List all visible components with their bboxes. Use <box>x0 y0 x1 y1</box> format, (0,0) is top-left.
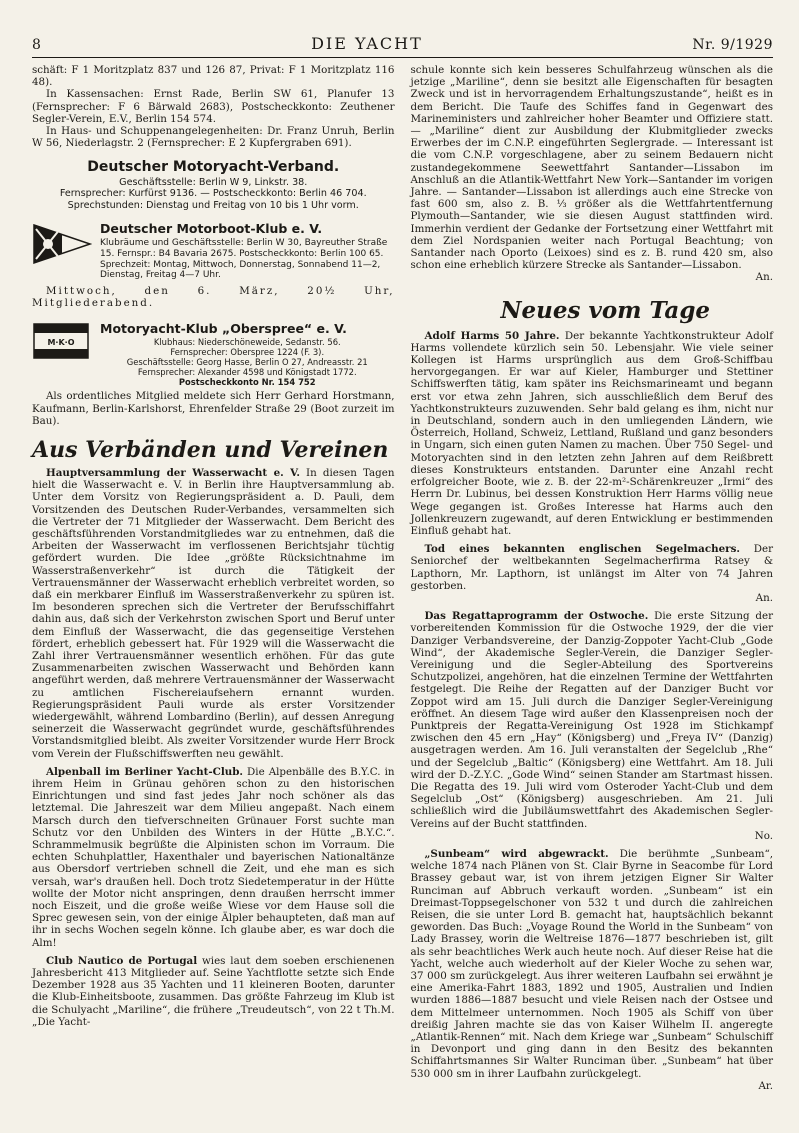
dmk-note: Mittwoch, den 6. März, 20½ Uhr, Mitgliederabend. <box>32 284 395 309</box>
club-nautico-continued: schule konnte sich kein besseres Schulfahrzeug wünschen als die jetzige „Mariline“, denn sie besitzt alle Eigenschaften für besagten Zweck und ist in hervorragendem Erhaltungszustande“, heißt es in dem Bericht. Die Taufe des Schiffes fand in Gegenwart des Marineministers und zahlreicher hoher Beamter und Offiziere statt. — „Mariline“ dient zur Ausbildung der Klubmitglieder zwecks Erwerbes der im C.N.P. eingeführten Seglergrade. — Interessant ist die vom C.N.P. vorgeschlagene, aber zu seinem Bedauern nicht zustandegekommene Seewettfahrt Santander—Lissabon im Anschluß an die Atlantik-Wettfahrt New York—Santander im vorigen Jahre. — Santander—Lissabon ist allerdings auch eine Strecke von fast 600 sm, also z. B. ⅓ größer als die Wettfahrtentfernung Plymouth—Santander, wie sie diesen August stattfinden wird. Immerhin verdient der Gedanke der Fortsetzung einer Wettfahrt mit dem Ziel Nordspanien weiter nach Portugal Beachtung; von Santander nach Oporto (Leixoes) sind es z. B. rund 420 sm, also schon eine erheblich kürzere Strecke als Santander—Lissabon. <box>410 64 773 272</box>
news-lead: Tod eines bekannten englischen Segelmachers. <box>424 543 740 556</box>
left-column <box>32 64 395 1092</box>
news-lead: Adolf Harms 50 Jahre. <box>424 329 560 342</box>
signature: An. <box>755 591 773 604</box>
dmk-heading: Deutscher Motorboot-Klub e. V. <box>100 221 323 237</box>
article-body: Die Alpenbälle des B.Y.C. in ihrem Heim in Grünau gehören schon zu den historischen Einrichtungen und sind fast jedes Jahr noch schöner als das letztemal. Die Jahreszeit war dem Milieu angepaßt. Nach einem Marsch durch den tiefverschneiten Grünauer Forst suchte man Schutz vor den Unbilden des Winters in der Hütte „B.Y.C.“. Schrammelmusik begrüßte die Alpinisten schon im Vorraum. Die echten Schuhplattler, Haxenthaler und bayerischen Nationaltänze aus Obersdorf vertrieben schnell die Zeit, und ehe man es sich versah, war's draußen hell. Doch trotz Siedetemperatur in der Hütte wollte der Motor nicht anspringen, denn draußen herrscht immer noch Eiszeit, und die große weiße Wiese vor dem Hause soll die Sprec gewesen sein, von der einige Älpler behaupteten, daß man auf ihr in sechs Wochen segeln könne. Ich glaube aber, es war doch die Alm! <box>32 765 395 949</box>
mko-line-5: Postscheckkonto Nr. 154 752 <box>178 376 316 387</box>
article-body: wies laut dem soeben erschienenen Jahresbericht 413 Mitglieder auf. Seine Yachtflotte setzte sich Ende Dezember 1928 aus 35 Yachten und 11 kleineren Booten, darunter die Klub-Einheitsboote, zusammen. Das größte Fahrzeug im Klub ist die Schulyacht „Mariline“, die frühere „Treudeutsch“, von 22 t Th.M. „Die Yacht- <box>32 954 395 1028</box>
dmv-line-1: Geschäftsstelle: Berlin W 9, Linkstr. 38. <box>119 176 308 188</box>
article-lead: Club Nautico de Portugal <box>46 954 198 967</box>
section-title-neues: Neues vom Tage <box>500 296 711 324</box>
news-lapthorn <box>411 543 774 592</box>
signature: No. <box>754 829 773 842</box>
intro-paragraph-1: schäft: F 1 Moritzplatz 837 und 126 87, Privat: F 1 Moritzplatz 116 48). <box>32 64 395 89</box>
article-lead: Hauptversammlung der Wasserwacht e. V. <box>46 466 300 479</box>
signature: Ar. <box>758 1079 773 1092</box>
article-lead: Alpenball im Berliner Yacht-Club. <box>46 765 244 778</box>
dmv-line-3: Sprechstunden: Dienstag und Freitag von 10 bis 1 Uhr vorm. <box>67 199 359 211</box>
mko-block <box>32 321 395 387</box>
mko-note: Als ordentliches Mitglied meldete sich Herr Gerhard Horstmann, Kaufmann, Berlin-Karlshorst, Ehrenfelder Straße 29 (Boot zurzeit im Bau). <box>32 390 395 427</box>
article-alpenball <box>32 766 395 949</box>
mko-flag-icon <box>32 321 92 361</box>
news-lead: „Sunbeam“ wird abgewrackt. <box>424 847 609 860</box>
signature: An. <box>755 271 773 284</box>
mko-flag-text: M·K·O <box>47 338 75 348</box>
dmk-details: Klubräume und Geschäftsstelle: Berlin W 30, Bayreuther Straße 15. Fernspr.: B4 Bavaria 2675. Postscheckkonto: Berlin 100 65. Sprechzeit: Montag, Mittwoch, Donnerstag, Sonnabend 11—2, Dienstag, Freitag 4—7 Uhr. <box>100 238 388 281</box>
news-ostwoche <box>411 610 774 830</box>
news-body: Die erste Sitzung der vorbereitenden Kommission für die Ostwoche 1929, der die vier Danziger Verbandsvereine, der Danzig-Zoppoter Yacht-Club „Gode Wind“, der Akademische Segler-Verein, die Danziger Segler-Vereinigung und die Segler-Abteilung des Sportvereins Schutzpolizei, angehören, hat die einzelnen Termine der Wettfahrten festgelegt. Die Reihe der Regatten auf der Danziger Bucht vor Zoppot wird am 15. Juli durch die Danziger Segler-Vereinigung eröffnet. An diesem Tage wird außer den Klassenpreisen noch der Punktpreis der Regatta-Vereinigung Ost 1928 im Stichkampf zwischen den 45 ern „Hay“ (Königsberg) und „Freya IV“ (Danzig) ausgetragen werden. Am 16. Juli veranstalten der Segelclub „Rhe“ und der Segelclub „Baltic“ (Königsberg) eine Wettfahrt. Am 18. Juli wird der D.-Z.Y.C. „Gode Wind“ seinen Stander am Startmast hissen. Die Regatta des 19. Juli wird vom Osteroder Yacht-Club und dem Segelclub „Ost“ (Königsberg) ausgeschrieben. Am 21. Juli schließlich wird die Jubiläumswettfahrt des Akademischen Segler-Vereins auf der Bucht stattfinden. <box>410 610 773 830</box>
news-lead: Das Regattaprogramm der Ostwoche. <box>424 610 649 623</box>
page-number: 8 <box>32 37 42 53</box>
columns <box>32 64 773 1092</box>
section-title-verbaende: Aus Verbänden und Vereinen <box>32 436 389 463</box>
intro-paragraph-3: In Haus- und Schuppenangelegenheiten: Dr. Franz Unruh, Berlin W 56, Niederlagstr. 2 (Fernsprecher: E 2 Kupfergraben 691). <box>32 125 395 150</box>
intro-paragraph-2: In Kassensachen: Ernst Rade, Berlin SW 61, Planufer 13 (Fernsprecher: F 6 Bärwald 2683), Postscheckkonto: Zeuthener Segler-Verein, E.V., Berlin 154 574. <box>32 88 395 125</box>
dmk-burgee-icon <box>32 221 92 267</box>
news-body: Der Seniorchef der weltbekannten Segelmacherfirma Ratsey & Lapthorn, Mr. Lapthorn, ist unlängst im Alter von 74 Jahren gestorben. <box>410 543 773 592</box>
right-column <box>411 64 774 1092</box>
issue-number: Nr. 9/1929 <box>692 37 773 53</box>
page-header <box>32 34 773 58</box>
article-wasserwacht <box>32 467 395 760</box>
magazine-title: DIE YACHT <box>311 34 423 53</box>
article-club-nautico <box>32 955 395 1028</box>
news-sunbeam <box>411 848 774 1080</box>
mko-heading: Motoryacht-Klub „Oberspree“ e. V. <box>100 321 347 337</box>
news-harms <box>411 330 774 537</box>
news-body: Der bekannte Yachtkonstrukteur Adolf Harms vollendete kürzlich sein 50. Lebensjahr. Wie viele seiner Kollegen ist Harms ursprünglich aus dem Groß-Schiffbau hervorgegangen. Er war auf Kieler, Hamburger und Stettiner Schiffswerften tätig, kam später ins Reichsmarineamt und begann erst vor etwa zehn Jahren, sich ausschließlich dem Beruf des Yachtkonstrukteurs zuzuwenden. Sehr bald gelang es ihm, nicht nur in Deutschland, sondern auch in den umliegenden Ländern, wie Österreich, Holland, Schweiz, Lettland, Rußland und ganz besonders in Ungarn, sich einen guten Namen zu machen. Über 750 Segel- und Motoryachten sind in den letzten zehn Jahren auf dem Reißbrett dieses Konstrukteurs entstanden. Darunter eine Anzahl recht erfolgreicher Boote, wie z. B. der 22-m²-Schärenkreuzer „Irmi“ des Herrn Dr. Lubinus, bei dessen Konstruktion Herr Harms völlig neue Wege gegangen ist. Großes Interesse hat Harms auch den Jollenkreuzern zugewandt, auf deren Entwicklung er bestimmenden Einfluß gehabt hat. <box>410 329 773 537</box>
mko-line-2: Fernsprecher: Oberspree 1224 (F. 3). <box>170 347 325 358</box>
news-body: Die berühmte „Sunbeam“, welche 1874 nach Plänen von St. Clair Byrne in Seacombe für Lord Brassey gebaut war, ist von ihrem jetzigen Eigner Sir Walter Runciman auf Abbruch verkauft worden. „Sunbeam“ ist ein Dreimast-Toppsegelschoner von 532 t und durch die zahlreichen Reisen, die sie unter Lord B. gemacht hat, hauptsächlich bekannt geworden. Das Buch: „Voyage Round the World in the Sunbeam“ von Lady Brassey, worin die Weltreise 1876—1877 beschrieben ist, gilt als sehr beachtliches Werk auch heute noch. Auf dieser Reise hat die Yacht, welche auch wiederholt auf der Kieler Woche zu sehen war, 37 000 sm zurückgelegt. Aus ihrer weiteren Laufbahn sei erwähnt je eine Amerika-Fahrt 1883, 1892 und 1905, Australien und Indien wurden 1886—1887 besucht und viele Reisen nach der Ostsee und dem Mittelmeer unternommen. Noch 1905 als Schiff von über dreißig Jahren machte sie das von Kaiser Wilhelm II. angeregte „Atlantik-Rennen“ mit. Nach dem Kriege war „Sunbeam“ Schulschiff in Devonport und ging dann in den Besitz des bekannten Schiffahrtsmannes Sir Walter Runciman über. „Sunbeam“ hat über 530 000 sm in ihrer Laufbahn zurückgelegt. <box>410 847 773 1080</box>
article-body: In diesen Tagen hielt die Wasserwacht e. V. in Berlin ihre Hauptversammlung ab. Unter dem Vorsitz von Regierungspräsident a. D. Pauli, dem Vorsitzenden des Deutschen Ruder-Verbandes, versammelten sich die Vertreter der 71 Mitglieder der Wasserwacht. Dem Bericht des geschäftsführenden Vorstandmitgliedes war zu entnehmen, daß die Arbeiten der Wasserwacht im verflossenen Berichtsjahr tüchtig gefördert wurden. Die Idee „größte Rücksichtnahme im Wasserstraßenverkehr“ ist durch die Tätigkeit der Vertrauensmänner der Wasserwacht erheblich verbreitet worden, so daß ein merkbarer Einfluß im Wasserstraßenverkehr zu spüren ist. Im besonderen sprechen sich die Vertreter der Berufsschiffahrt dahin aus, daß sich der Verkehrston zwischen Sport und Beruf unter dem Einfluß der Wasserwacht, die das gegenseitige Verstehen fördert, erheblich gebessert hat. Für 1929 will die Wasserwacht die Zahl ihrer Vertrauensmänner wesentlich erhöhen. Für das gute Zusammenarbeiten zwischen Wasserwacht und Behörden kann angeführt werden, daß mehrere Vertrauensmänner der Wasserwacht zu amtlichen Fischereiaufsehern ernannt wurden. Regierungspräsident Pauli wurde als erster Vorsitzender wiedergewählt, während Lombardino (Berlin), auf dessen Anregung seinerzeit die Wasserwacht gegründet wurde, geschäftsführendes Vorstandsmitglied bleibt. Als zweiter Vorsitzender wurde Herr Brock vom Verein der Flußschiffswerften neu gewählt. <box>32 466 395 760</box>
dmv-heading: Deutscher Motoryacht-Verband. <box>87 159 340 176</box>
dmv-line-2: Fernsprecher: Kurfürst 9136. — Postscheckkonto: Berlin 46 704. <box>59 188 367 200</box>
mko-line-1: Klubhaus: Niederschöneweide, Sedanstr. 56. <box>153 337 341 348</box>
dmk-block <box>32 221 395 281</box>
mko-line-4: Fernsprecher: Alexander 4598 und Königstadt 1772. <box>137 366 357 377</box>
mko-line-3: Geschäftsstelle: Georg Hasse, Berlin O 27, Andreasstr. 21 <box>126 356 368 367</box>
